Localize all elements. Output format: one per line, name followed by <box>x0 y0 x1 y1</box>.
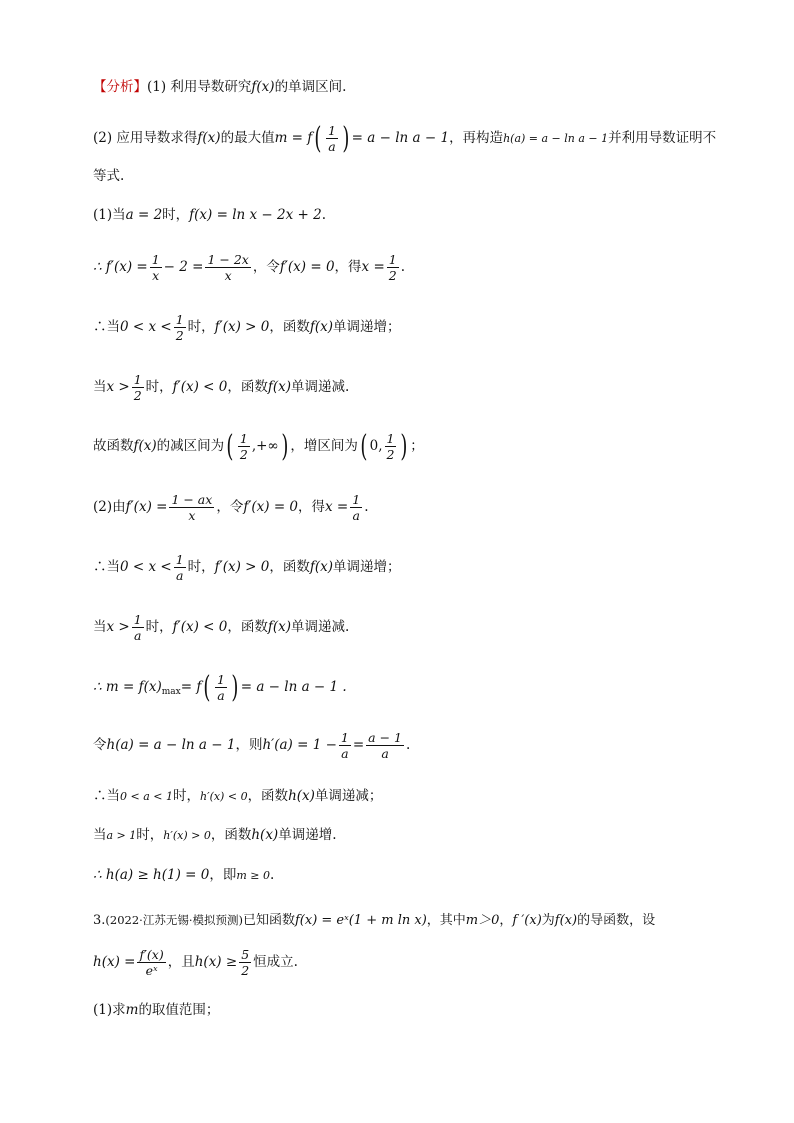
fraction <box>137 947 165 978</box>
fraction <box>350 492 362 523</box>
left-paren: ( <box>360 428 368 464</box>
fraction <box>132 612 144 643</box>
text: 的取值范围； <box>138 1002 220 1018</box>
sol2-line-6 <box>93 786 382 807</box>
text: 时， <box>145 379 173 395</box>
frac-den: 2 <box>175 328 184 343</box>
text: 已知函数 <box>242 913 295 928</box>
subscript: max <box>161 687 181 697</box>
text: 的导函数，设 <box>577 913 656 928</box>
frac-den: x <box>188 508 196 523</box>
text: ，令 <box>216 499 244 515</box>
math: h′(x) > 0 <box>163 829 211 842</box>
math: m＞0 <box>465 913 500 928</box>
math: = <box>352 737 365 753</box>
text: 单调递增； <box>333 319 401 335</box>
problem3-line-3 <box>93 1000 219 1020</box>
frac-num: 1 <box>386 431 395 446</box>
text: ，函数 <box>247 788 289 804</box>
text: ，得 <box>298 499 326 515</box>
frac-den: a <box>175 568 184 583</box>
frac-num: 1 <box>133 612 142 627</box>
right-paren: ) <box>281 428 289 464</box>
frac-num: 1 <box>175 312 184 327</box>
analysis-line-2 <box>93 118 716 159</box>
analysis-text: 等式. <box>93 168 125 184</box>
text: 单调递增； <box>333 559 401 575</box>
frac-num: 1 <box>388 252 397 267</box>
frac-den: a <box>328 139 336 154</box>
math: ∴ h(a) ≥ h(1) = 0 <box>93 867 210 883</box>
fraction <box>239 947 251 978</box>
text: 令 <box>93 737 107 753</box>
math-fx: f(x) <box>197 130 221 146</box>
math: 0, <box>369 438 383 454</box>
fraction <box>366 730 404 761</box>
fraction <box>132 372 144 403</box>
math: m <box>125 1002 139 1018</box>
frac-den: 2 <box>239 447 248 462</box>
frac-num: f′(x) <box>139 947 164 962</box>
sol2-line-5: 令h(a) = a − ln a − 1，则h′(a) = 1 − $\frac{1}{a}$ = $\frac{a - 1}{a}$ . <box>93 730 411 761</box>
math: h(x) <box>288 788 315 804</box>
fraction <box>205 252 250 283</box>
text: (1)求 <box>93 1002 126 1018</box>
sol1-line-2: ∴ f′(x) = $\frac{1}{x}$ − 2 = $\frac{1 - 2x}{x}$ ，令f′(x) = 0，得x = $\frac{1}{2}$ . <box>93 252 406 283</box>
text: ， <box>499 913 513 928</box>
math: m ≥ 0 <box>236 869 270 882</box>
text: 时， <box>145 619 173 635</box>
analysis-text: 的最大值 <box>220 130 275 146</box>
text: ，其中 <box>426 913 466 928</box>
frac-den: 2 <box>241 963 250 978</box>
math: a > 1 <box>106 829 137 842</box>
math: f(x) <box>309 559 334 575</box>
fraction <box>326 123 338 154</box>
math: f′(x) > 0 <box>214 319 270 335</box>
math: x > <box>106 379 130 395</box>
text: 故函数 <box>93 438 134 454</box>
math: f(x) = eˣ(1 + m ln x) <box>294 913 427 928</box>
frac-num: 1 <box>328 123 336 138</box>
text: ，得 <box>334 259 362 275</box>
text: 当 <box>93 379 107 395</box>
math: = f <box>180 679 202 695</box>
math: 0 < a < 1 <box>120 790 173 803</box>
text: ，令 <box>252 259 280 275</box>
frac-num: 1 − 2x <box>207 252 249 267</box>
analysis-text: (2) 应用导数求得 <box>93 130 198 146</box>
text: ∴当 <box>93 788 120 804</box>
frac-den: a <box>381 746 389 761</box>
sol1-line-4 <box>93 370 349 404</box>
text: ，即 <box>209 867 237 883</box>
frac-num: 1 <box>239 431 248 446</box>
text: ∴当 <box>93 319 120 335</box>
math: f′(x) > 0 <box>214 559 270 575</box>
left-paren: ( <box>226 428 234 464</box>
frac-den: 2 <box>386 447 395 462</box>
fraction <box>174 312 186 343</box>
text: (1)当 <box>93 207 126 223</box>
text: 单调递减. <box>291 379 350 395</box>
text: ，增区间为 <box>290 438 358 454</box>
problem3-line-2 <box>93 945 298 979</box>
right-paren: ) <box>231 669 239 705</box>
math: f(x) = ln x − 2x + 2 <box>189 207 322 223</box>
analysis-text: ，再构造 <box>449 130 504 146</box>
math: x = <box>361 259 385 275</box>
analysis-tag: 【分析】 <box>93 79 147 95</box>
analysis-text: (1) 利用导数研究 <box>147 79 252 95</box>
text: ，且 <box>167 954 195 970</box>
math: ∴ m = f(x) <box>93 679 162 695</box>
math: f(x) <box>133 438 157 454</box>
right-paren: ) <box>342 120 350 156</box>
sol1-line-1 <box>93 205 326 225</box>
text: 恒成立. <box>253 954 298 970</box>
problem3-line-1 <box>93 910 655 931</box>
math: = a − ln a − 1 . <box>240 679 347 695</box>
math: h′(x) < 0 <box>199 790 248 803</box>
frac-num: 1 <box>175 552 184 567</box>
sol2-line-4 <box>93 668 347 711</box>
problem-number: 3. <box>93 913 106 928</box>
math-fx: f(x) <box>251 79 275 95</box>
text: 时， <box>172 788 200 804</box>
text: 为 <box>541 913 555 928</box>
text: ，函数 <box>210 827 252 843</box>
sol1-line-3 <box>93 310 401 344</box>
text: 单调递减； <box>314 788 383 804</box>
math-eq: = a − ln a − 1 <box>351 130 450 146</box>
fraction <box>385 431 397 462</box>
text: 当 <box>93 827 107 843</box>
fraction <box>339 730 351 761</box>
frac-den: a <box>217 688 225 703</box>
text: ，函数 <box>269 559 310 575</box>
math: h′(a) = 1 − <box>262 737 337 753</box>
math: ,+∞ <box>251 438 279 454</box>
frac-num: 1 <box>151 252 160 267</box>
sol2-line-1: (2)由f′(x) = $\frac{1 - ax}{x}$ ，令f′(x) = 0，得x = $\frac{1}{a}$ . <box>93 492 369 523</box>
analysis-line-3 <box>93 166 124 186</box>
fraction <box>387 252 399 283</box>
text: ，函数 <box>269 319 310 335</box>
math: h(x) <box>251 827 279 843</box>
fraction <box>215 672 227 703</box>
math-h: h(a) = a − ln a − 1 <box>503 132 609 145</box>
math: f(x) <box>267 379 292 395</box>
frac-den: a <box>352 508 360 523</box>
math: ∴ f′(x) = <box>93 259 148 275</box>
text: 单调递增. <box>278 827 337 843</box>
text: 时， <box>187 559 215 575</box>
text: 时， <box>162 207 190 223</box>
math-m: m = f <box>274 130 313 146</box>
math: h(a) = a − ln a − 1 <box>106 737 236 753</box>
frac-num: 1 − ax <box>171 492 213 507</box>
sol2-line-7 <box>93 825 337 846</box>
text: 时， <box>136 827 164 843</box>
fraction <box>174 552 186 583</box>
math: f ′(x) <box>512 913 542 928</box>
frac-num: a − 1 <box>368 730 402 745</box>
text: ，则 <box>235 737 263 753</box>
math: x > <box>106 619 130 635</box>
math: f′(x) < 0 <box>172 619 228 635</box>
fraction <box>169 492 214 523</box>
text: . <box>321 207 327 223</box>
math: x = <box>325 499 349 515</box>
left-paren: ( <box>203 669 211 705</box>
math: f′(x) = 0 <box>243 499 299 515</box>
math: f(x) <box>309 319 334 335</box>
analysis-text: 并利用导数证明不 <box>608 130 717 146</box>
frac-den: 2 <box>388 268 397 283</box>
text: ； <box>410 438 424 454</box>
sol1-line-5 <box>93 428 424 464</box>
text: 单调递减. <box>291 619 350 635</box>
math: 0 < x < <box>120 319 172 335</box>
math: h(x) = <box>93 954 136 970</box>
frac-den: a <box>341 746 349 761</box>
sol2-line-2 <box>93 550 401 584</box>
text: ，函数 <box>227 379 268 395</box>
text: ∴当 <box>93 559 120 575</box>
frac-num: 1 <box>340 730 349 745</box>
frac-den: x <box>152 268 160 283</box>
fraction <box>238 431 250 462</box>
frac-den: a <box>133 628 142 643</box>
math: a = 2 <box>125 207 163 223</box>
sol2-line-3 <box>93 610 349 644</box>
frac-num: 1 <box>217 672 225 687</box>
analysis-text: 的单调区间. <box>274 79 347 95</box>
text: (2)由 <box>93 499 126 515</box>
frac-num: 1 <box>352 492 361 507</box>
text: 当 <box>93 619 107 635</box>
frac-num: 1 <box>133 372 142 387</box>
math: f′(x) = <box>125 499 168 515</box>
text: . <box>270 867 275 883</box>
problem-source: (2022·江苏无锡·模拟预测) <box>105 913 243 927</box>
analysis-line-1 <box>93 77 346 97</box>
frac-num: 5 <box>241 947 250 962</box>
math: 0 < x < <box>120 559 172 575</box>
frac-den: eˣ <box>145 963 158 978</box>
math: f′(x) < 0 <box>172 379 228 395</box>
math: f(x) <box>267 619 292 635</box>
right-paren: ) <box>400 428 408 464</box>
sol2-line-8 <box>93 865 274 886</box>
text: 的减区间为 <box>156 438 225 454</box>
text: 时， <box>187 319 215 335</box>
math: f(x) <box>554 913 578 928</box>
math: f′(x) = 0 <box>279 259 335 275</box>
frac-den: 2 <box>133 388 142 403</box>
math: − 2 = <box>163 259 204 275</box>
frac-den: x <box>224 268 232 283</box>
left-paren: ( <box>314 120 322 156</box>
text: ，函数 <box>227 619 268 635</box>
math: h(x) ≥ <box>194 954 238 970</box>
fraction <box>150 252 162 283</box>
